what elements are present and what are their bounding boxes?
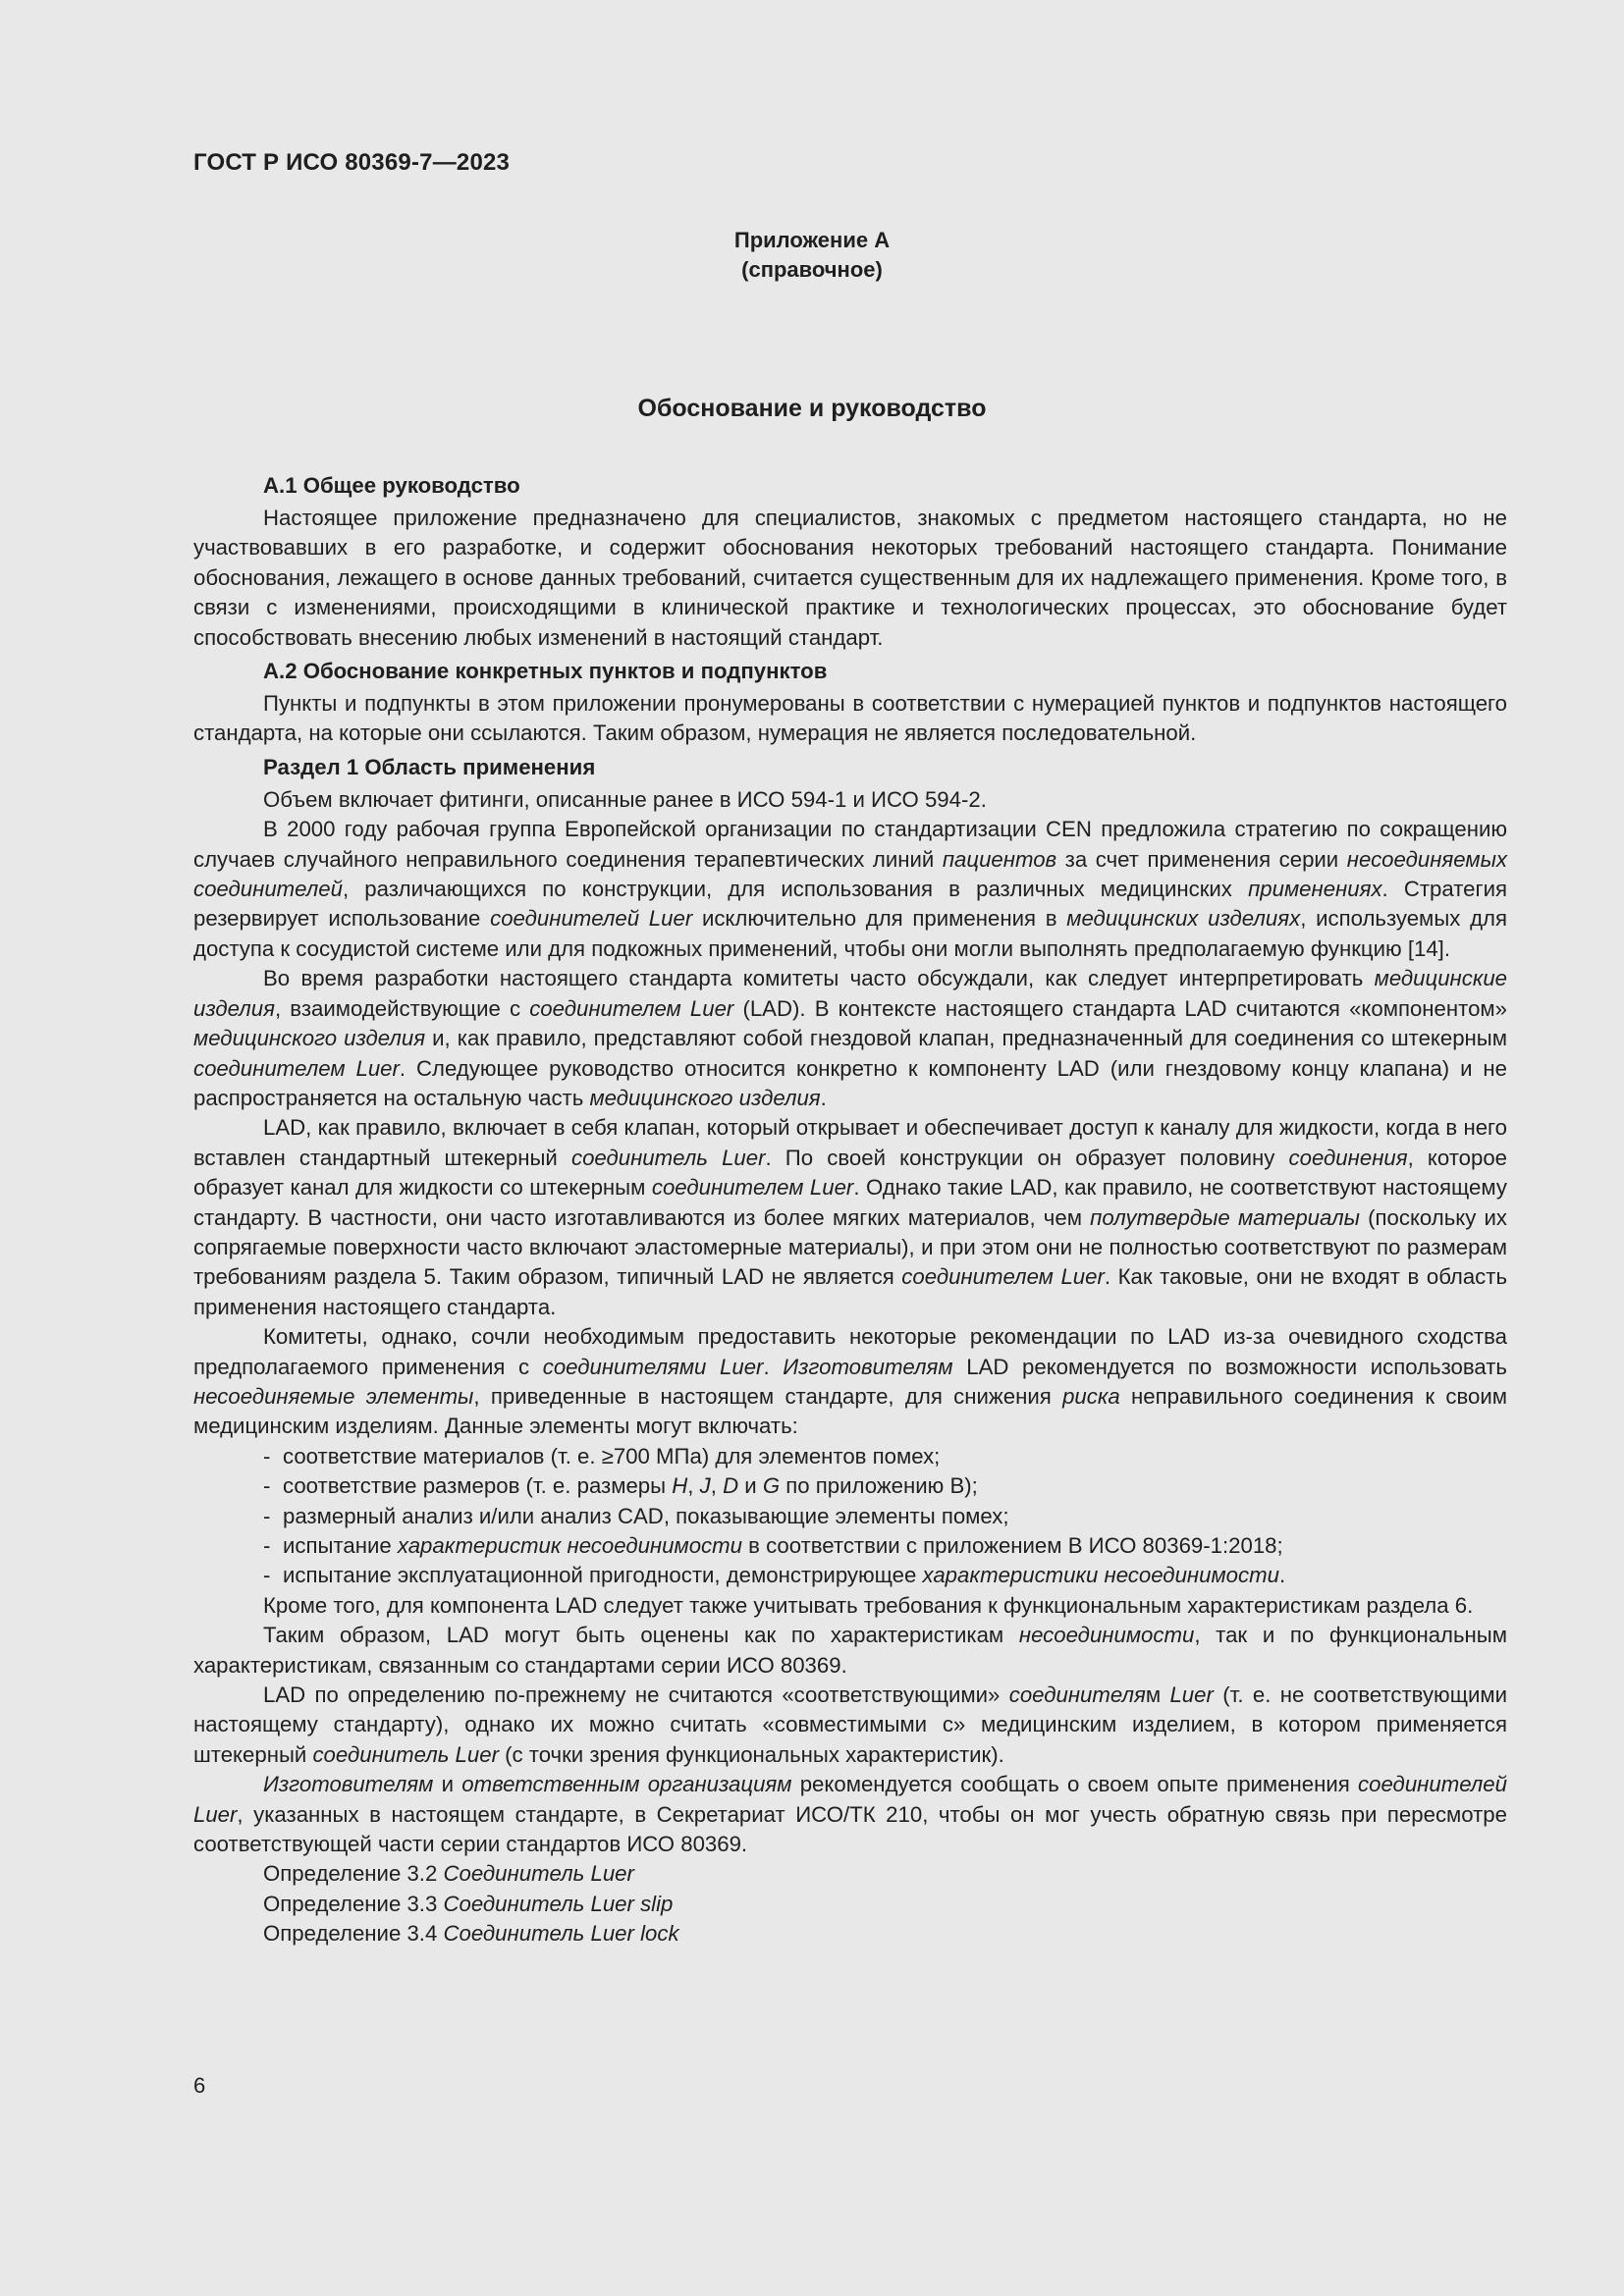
annex-subtitle: (справочное) — [741, 257, 883, 282]
paragraph-r1-lad-valve: LAD, как правило, включает в себя клапан, который открывает и обеспечивает доступ к каналу для жидкости, когда в него вставлен стандартный штекерный соединитель Luer. По своей конструкции он образует половину соединения, которое образует канал для жидкости со штекерным соединителем Luer. Однако такие LAD, как правило, не соответствуют настоящему стандарту. В частности, они часто изготавливаются из более мягких материалов, чем полутвердые материалы (поскольку их сопрягаемые поверхности часто включают эластомерные материалы), и при этом они не полностью соответствуют по размерам требованиям раздела 5. Таким образом, типичный LAD не является соединителем Luer. Как таковые, они не входят в область применения настоящего стандарта. — [193, 1115, 1508, 1319]
list-item: - соответствие материалов (т. е. ≥700 МПа) для элементов помех; — [263, 1443, 941, 1468]
definition-line: Определение 3.3 Соединитель Luer slip — [263, 1891, 674, 1916]
paragraph-r1-evaluation: Таким образом, LAD могут быть оценены как по характеристикам несоединимости, так и по функциональным характеристикам, связанным со стандартами серии ИСО 80369. — [193, 1623, 1507, 1678]
definition-line: Определение 3.4 Соединитель Luer lock — [263, 1921, 679, 1947]
section-heading-a1: А.1 Общее руководство — [263, 473, 520, 498]
annex-title: Приложение А — [733, 228, 891, 252]
list-item: - испытание характеристик несоединимости в соответствии с приложением В ИСО 80369-1:2018; — [263, 1533, 1283, 1558]
paragraph-a2: Пункты и подпункты в этом приложении пронумерованы в соответствии с нумерацией пунктов и подпунктов настоящего стандарта, на которые они ссылаются. Таким образом, нумерация не является последовательной. — [193, 691, 1507, 746]
paragraph-r1-lad-intro: Во время разработки настоящего стандарта комитеты часто обсуждали, как следует интерпретировать медицинские изделия, взаимодействующие с соединителем Luer (LAD). В контексте настоящего стандарта LAD считаются «компонентом» медицинского изделия и, как правило, представляют собой гнездовой клапан, предназначенный для соединения со штекерным соединителем Luer. Следующее руководство относится конкретно к компоненту LAD (или гнездовому концу клапана) и не распространяется на остальную часть медицинского изделия. — [193, 966, 1507, 1110]
paragraph-r1-feedback: Изготовителям и ответственным организациям рекомендуется сообщать о своем опыте применения соединителей Luer, указанных в настоящем стандарте, в Секретариат ИСО/ТК 210, чтобы он мог учесть обратную связь при пересмотре соответствующей части серии стандартов ИСО 80369. — [193, 1772, 1507, 1857]
paragraph-r1-compatibility: LAD по определению по-прежнему не считаются «соответствующими» соединителям Luer (т. е. не соответствующими настоящему стандарту), однако их можно считать «совместимыми с» медицинским изделием, в котором применяется штекерный соединитель Luer (с точки зрения функциональных характеристик). — [193, 1682, 1507, 1767]
paragraph-r1-scope: Объем включает фитинги, описанные ранее в ИСО 594-1 и ИСО 594-2. — [263, 786, 987, 812]
page-title: Обоснование и руководство — [637, 395, 987, 422]
standard-code: ГОСТ Р ИСО 80369-7—2023 — [193, 149, 511, 176]
section-heading-a2: А.2 Обоснование конкретных пунктов и подпунктов — [263, 659, 828, 684]
annex-heading — [0, 226, 1624, 285]
paragraph-r1-cen: В 2000 году рабочая группа Европейской организации по стандартизации CEN предложила стратегию по сокращению случаев случайного неправильного соединения терапевтических линий пациентов за счет применения серии несоединяемых соединителей, различающихся по конструкции, для использования в различных медицинских применениях. Стратегия резервирует использование соединителей Luer исключительно для применения в медицинских изделиях, используемых для доступа к сосудистой системе или для подкожных применений, чтобы они могли выполнять предполагаемую функцию [14]. — [193, 817, 1507, 961]
paragraph-r1-functional: Кроме того, для компонента LAD следует также учитывать требования к функциональным характеристикам раздела 6. — [263, 1592, 1474, 1618]
list-item: - соответствие размеров (т. е. размеры H, J, D и G по приложению В); — [263, 1473, 978, 1499]
section-heading-r1: Раздел 1 Область применения — [263, 754, 596, 779]
elements-list — [193, 1442, 1507, 1591]
document-body — [193, 471, 1507, 1949]
definition-line: Определение 3.2 Соединитель Luer — [263, 1861, 634, 1887]
page-number: 6 — [193, 2073, 206, 2098]
paragraph-r1-committees: Комитеты, однако, сочли необходимым предоставить некоторые рекомендации по LAD из-за очевидного сходства предполагаемого применения с соединителями Luer. Изготовителям LAD рекомендуется по возможности использовать несоединяемые элементы, приведенные в настоящем стандарте, для снижения риска неправильного соединения к своим медицинским изделиям. Данные элементы могут включать: — [193, 1324, 1507, 1439]
list-item: - размерный анализ и/или анализ CAD, показывающие элементы помех; — [263, 1503, 1009, 1528]
paragraph-a1: Настоящее приложение предназначено для специалистов, знакомых с предметом настоящего стандарта, но не участвовавших в его разработке, и содержит обоснования некоторых требований настоящего стандарта. Понимание обоснования, лежащего в основе данных требований, считается существенным для их надлежащего применения. Кроме того, в связи с изменениями, происходящими в клинической практике и технологических процессах, это обоснование будет способствовать внесению любых изменений в настоящий стандарт. — [193, 506, 1507, 650]
list-item: - испытание эксплуатационной пригодности, демонстрирующее характеристики несоединимости. — [263, 1563, 1286, 1588]
